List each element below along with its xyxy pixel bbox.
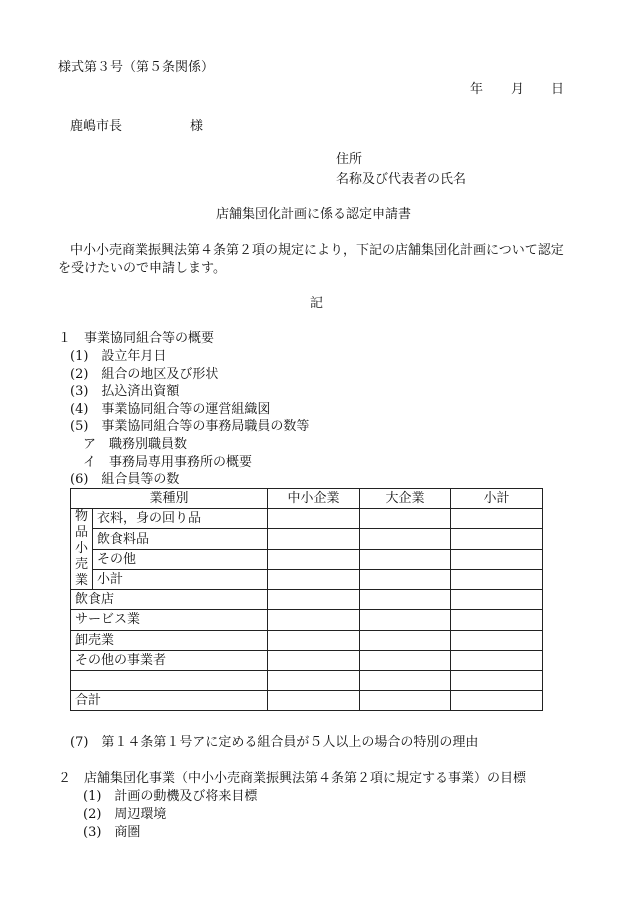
table-row-label: 飲食店 — [71, 590, 268, 610]
section-1-sub-item-i: イ 事務局専用事務所の概要 — [83, 455, 253, 470]
table-cell — [268, 650, 360, 670]
applicant-name-label: 名称及び代表者の氏名 — [336, 172, 467, 187]
section-2-item-2: (2) 周辺環境 — [83, 807, 167, 822]
table-cell — [268, 670, 360, 690]
table-row-label — [71, 670, 268, 690]
table-cell — [451, 569, 543, 589]
section-2-item-1: (1) 計画の動機及び将来目標 — [83, 789, 258, 804]
section-1-sub-item-a: ア 職務別職員数 — [83, 437, 188, 452]
table-cell — [451, 590, 543, 610]
addressee-honorific: 様 — [190, 119, 204, 134]
table-row-label: 合計 — [71, 691, 268, 711]
table-cell — [360, 549, 451, 569]
table-row — [71, 650, 543, 670]
body-line-2: を受けたいので申請します。 — [58, 261, 226, 276]
table-row — [71, 549, 543, 569]
table-cell — [451, 529, 543, 549]
table-cell — [360, 509, 451, 529]
table-cell — [451, 549, 543, 569]
section-1-item-2: (2) 組合の地区及び形状 — [70, 367, 219, 382]
table-cell — [451, 670, 543, 690]
table-row — [71, 691, 543, 711]
section-2-item-3: (3) 商圏 — [83, 825, 141, 840]
table-cell — [268, 529, 360, 549]
date-day: 日 — [551, 82, 565, 97]
section-1-heading: １ 事業協同組合等の概要 — [58, 331, 215, 346]
table-cell — [268, 630, 360, 650]
table-cell — [360, 670, 451, 690]
retail-group-label-text — [71, 509, 92, 589]
table-row — [71, 610, 543, 630]
retail-group-label-char: 物 — [74, 509, 88, 525]
table-cell — [360, 529, 451, 549]
table-cell — [360, 650, 451, 670]
table-cell — [360, 569, 451, 589]
section-2-heading: ２ 店舗集団化事業（中小小売商業振興法第４条第２項に規定する事業）の目標 — [58, 771, 527, 786]
addressee-name: 鹿嶋市長 — [70, 119, 123, 134]
table-cell — [268, 549, 360, 569]
table-cell — [360, 691, 451, 711]
form-number: 様式第３号（第５条関係） — [58, 60, 215, 75]
table-cell — [360, 610, 451, 630]
table-row-label: その他 — [93, 549, 268, 569]
table-header-sme: 中小企業 — [268, 489, 360, 509]
table-cell — [268, 590, 360, 610]
section-1-item-3: (3) 払込済出資額 — [70, 384, 180, 399]
section-1-item-4: (4) 事業協同組合等の運営組織図 — [70, 402, 271, 417]
table-cell — [451, 509, 543, 529]
table-row-label: 小計 — [93, 569, 268, 589]
table-header-large: 大企業 — [360, 489, 451, 509]
section-1-item-1: (1) 設立年月日 — [70, 349, 167, 364]
retail-group-label-char: 業 — [74, 573, 88, 589]
table-cell — [451, 610, 543, 630]
table-row — [71, 569, 543, 589]
table-row — [71, 509, 543, 529]
retail-group-label — [71, 509, 93, 590]
table-cell — [451, 630, 543, 650]
section-1-item-6: (6) 組合員等の数 — [70, 472, 180, 487]
table-row-label: 卸売業 — [71, 630, 268, 650]
table-row-label: その他の事業者 — [71, 650, 268, 670]
table-header-row — [71, 489, 543, 509]
retail-group-label-char: 品 — [74, 525, 88, 541]
ki-heading: 記 — [310, 296, 324, 311]
table-cell — [451, 650, 543, 670]
table-cell — [268, 569, 360, 589]
table-row — [71, 630, 543, 650]
applicant-address-label: 住所 — [336, 152, 363, 167]
table-cell — [268, 691, 360, 711]
table-row — [71, 529, 543, 549]
date-month: 月 — [511, 82, 525, 97]
members-table — [70, 488, 543, 711]
table-row-label: 衣料，身の回り品 — [93, 509, 268, 529]
table-cell — [360, 630, 451, 650]
table-row-label: サービス業 — [71, 610, 268, 630]
retail-group-label-char: 売 — [74, 557, 88, 573]
table-row-label: 飲食料品 — [93, 529, 268, 549]
body-line-1: 中小小売商業振興法第４条第２項の規定により，下記の店舗集団化計画について認定 — [70, 243, 564, 258]
table-header-subtotal: 小計 — [451, 489, 543, 509]
date-year: 年 — [470, 82, 484, 97]
table-cell — [268, 610, 360, 630]
table-cell — [268, 509, 360, 529]
section-1-item-7: (7) 第１４条第１号アに定める組合員が５人以上の場合の特別の理由 — [70, 735, 479, 750]
section-1-item-5: (5) 事業協同組合等の事務局職員の数等 — [70, 419, 310, 434]
table-header-industry: 業種別 — [71, 489, 268, 509]
retail-group-label-char: 小 — [74, 541, 88, 557]
table-row — [71, 670, 543, 690]
table-row — [71, 590, 543, 610]
table-cell — [360, 590, 451, 610]
document-title: 店舗集団化計画に係る認定申請書 — [216, 207, 412, 222]
table-cell — [451, 691, 543, 711]
